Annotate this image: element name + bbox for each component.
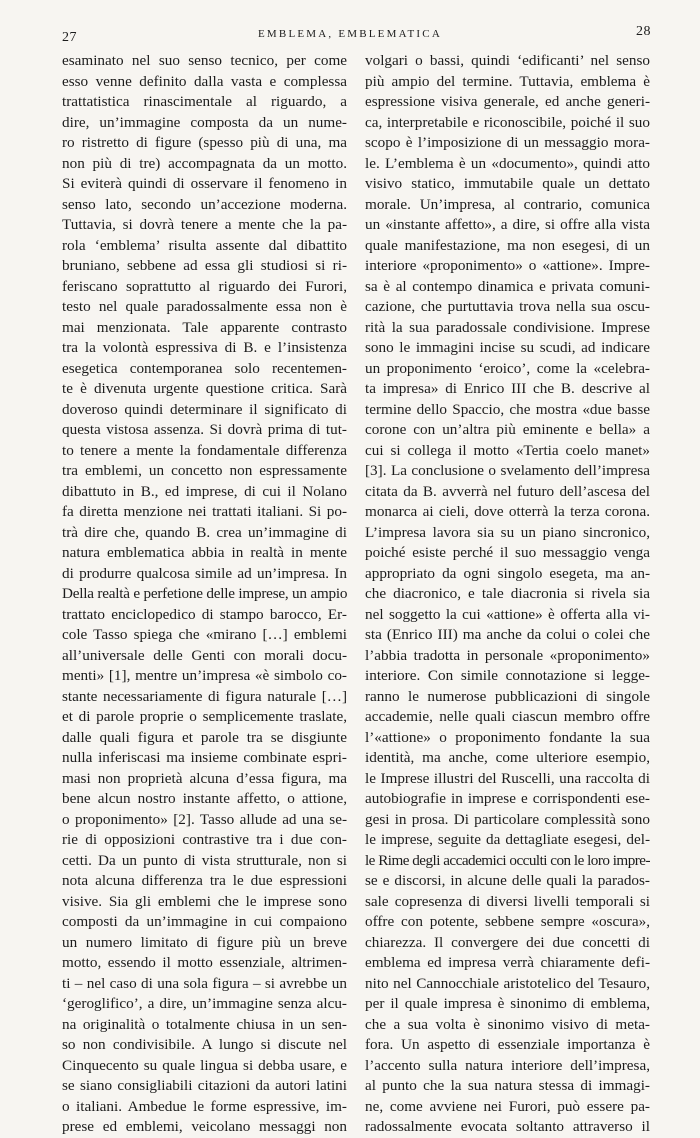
text-line: l’accento sulla natura interiore dell’impresa,: [365, 1056, 650, 1074]
text-line: ti – nel caso di una sola figura – si avrebbe un: [62, 974, 347, 992]
text-line: fora. Un aspetto di essenziale importanza è: [365, 1036, 650, 1053]
text-line: l’«attione» o proponimento fondante la sua: [365, 728, 650, 746]
text-line: che diacronico, e tale diacronia si rivela sia: [365, 585, 650, 602]
text-line: testo nel quale paradossalmente essa non è: [62, 298, 347, 315]
text-line: interiore. Con simile connotazione si legge-: [365, 667, 650, 684]
text-line: le imprese, seguite da dettagliate esegesi, del-: [365, 831, 650, 848]
text-line: Della realtà e perfetione delle imprese, un ampio: [62, 585, 348, 602]
text-line: doveroso quindi determinare il significato di: [62, 400, 347, 418]
text-line: L’impresa lavora sia su un piano sincronico,: [365, 523, 650, 541]
text-line: espressione visiva generale, ed anche generi-: [365, 93, 650, 110]
text-line: trattato enciclopedico di stampo barocco, Er-: [62, 605, 347, 623]
text-line: le Imprese illustri del Ruscelli, una raccolta di: [365, 769, 650, 787]
text-line: esaminato nel suo senso tecnico, per come: [62, 52, 347, 69]
text-line: le. L’emblema è un «documento», quindi atto: [365, 154, 650, 172]
text-line: dibattuto in B., ed imprese, di cui il Nolano: [62, 482, 347, 500]
text-line: al punto che la sua natura stessa di immagi-: [365, 1077, 650, 1094]
text-line: mai menzionata. Tale apparente contrasto: [62, 318, 347, 336]
left-page-number: 27: [62, 30, 77, 45]
text-line: poiché esiste perché il suo messaggio venga: [365, 544, 650, 561]
text-line: nulla inferiscasi ma insieme combinate espri-: [62, 749, 347, 766]
text-line: nito nel Cannocchiale aristotelico del Tesauro,: [365, 974, 650, 992]
text-line: fa diretta menzione nei trattati italiani. Si po-: [62, 503, 347, 520]
text-line: ta impresa» di Enrico III che B. descrive al: [365, 380, 650, 397]
text-line: esegetica contemporanea solo recentemen-: [62, 359, 347, 377]
text-line: senso lato, secondo un’accezione moderna.: [62, 195, 347, 213]
text-line: o italiani. Ambedue le forme espressive, im-: [62, 1097, 347, 1115]
text-line: tra la volontà espressiva di B. e l’insistenza: [62, 339, 347, 356]
text-line: ro ristretto di figure (spesso più di una, ma: [62, 134, 347, 151]
text-line: emblema ed impresa verrà chiaramente defi-: [365, 954, 650, 971]
text-line: Si eviterà quindi di osservare il fenomeno in: [62, 175, 347, 192]
text-line: bene alcun nostro instante affetto, o attione,: [62, 790, 347, 807]
text-line: Cinquecento su quale lingua si debba usare, e: [62, 1056, 347, 1074]
text-line: radossalmente evocata soltanto attraverso il: [365, 1118, 650, 1135]
text-line: dalle quali figura et parole tra se disgiunte: [62, 728, 347, 746]
text-line: dire, un’immagine composta da un nume-: [62, 113, 347, 131]
text-line: sono le immagini incise su scudi, ad indicare: [365, 339, 650, 356]
text-line: più ampio del termine. Tuttavia, emblema è: [365, 72, 650, 90]
text-line: di produrre qualcosa simile ad un’impresa. In: [62, 564, 347, 582]
text-line: cui si collega il motto «Tertia coelo manet»: [365, 441, 650, 459]
text-line: ranno le numerose pubblicazioni di singole: [365, 687, 650, 705]
text-line: bruniano, sebbene ad essa gli studiosi si ri-: [62, 257, 347, 274]
text-line: all’universale delle Genti con morali docu-: [62, 646, 347, 664]
text-line: so non condivisibile. A lungo si discute nel: [62, 1036, 347, 1053]
text-line: stante necessariamente di figura naturale […]: [62, 687, 347, 705]
text-line: trattatistica rinascimentale al riguardo, a: [62, 93, 347, 110]
text-line: nota alcuna differenza tra le due espressioni: [62, 872, 347, 889]
text-line: termine dello Spaccio, che mostra «due basse: [365, 400, 650, 418]
text-line: cole Tasso spiega che «mirano […] emblemi: [62, 626, 347, 643]
text-line: visive. Sia gli emblemi che le imprese sono: [62, 892, 347, 910]
text-line: Tuttavia, si dovrà tenere a mente che la pa-: [62, 216, 347, 233]
text-line: ‘geroglifico’, a dire, un’immagine senza alcu-: [62, 995, 347, 1012]
text-line: volgari o bassi, quindi ‘edificanti’ nel senso: [365, 52, 650, 69]
text-line: questa vistosa assenza. Si dovrà prima di tut-: [62, 421, 347, 438]
text-line: te è divenuta urgente questione critica. Sarà: [62, 380, 347, 397]
right-text-column: [365, 51, 650, 1138]
running-header: [0, 26, 700, 50]
text-line: autobiografie in imprese e corrispondenti ese-: [365, 790, 650, 807]
text-line: quale manifestazione, ma non esegesi, di un: [365, 236, 650, 254]
text-line: tra emblemi, un concetto non espressamente: [62, 462, 347, 479]
text-line: sa è al contempo dinamica e privata comuni-: [365, 277, 650, 295]
text-line: interiore «proponimento» o «attione». Impre-: [365, 257, 650, 274]
text-line: natura emblematica abbia in realtà in mente: [62, 544, 347, 561]
text-line: ca, interpretabile e riconoscibile, poiché il suo: [365, 113, 650, 131]
text-line: chiarezza. Il convergere dei due concetti di: [365, 933, 650, 951]
text-line: sta (Enrico III) ma anche da colui o colei che: [365, 626, 650, 643]
text-line: cetti. Da un punto di vista strutturale, non si: [62, 851, 347, 869]
text-line: se e discorsi, in alcune delle quali la parados-: [365, 872, 650, 889]
left-text-column: [62, 51, 347, 1138]
text-line: trà dire che, quando B. crea un’immagine di: [62, 523, 347, 541]
text-line: gesi in prosa. Di particolare complessità sono: [365, 810, 650, 828]
text-line: un proponimento ‘eroico’, come la «celebra-: [365, 359, 650, 377]
text-line: le Rime degli accademici occulti con le loro impre-: [365, 851, 650, 869]
text-line: esso venne definito dalla vasta e complessa: [62, 72, 347, 90]
text-line: identità, ma anche, come ulteriore esempio,: [365, 749, 650, 766]
text-line: sale copresenza di diversi livelli temporali si: [365, 892, 650, 910]
text-line: motto, essendo il motto essenziale, altrimen-: [62, 954, 347, 971]
text-line: un numero limitato di figure più un breve: [62, 933, 347, 951]
text-line: [3]. La conclusione o svelamento dell’impresa: [365, 462, 650, 479]
text-line: monarca ai cieli, dove otterrà la terza corona.: [365, 503, 650, 520]
text-line: menti» [1], mentre un’impresa «è simbolo co-: [62, 667, 347, 684]
text-line: o proponimento» [2]. Tasso allude ad una se-: [62, 810, 347, 828]
text-line: scopo è l’imposizione di un messaggio mora-: [365, 134, 650, 151]
text-line: rità la sua paradossale condivisione. Imprese: [365, 318, 650, 336]
text-line: citata da B. avverrà nel futuro dell’ascesa del: [365, 482, 650, 500]
text-line: feriscano soprattutto al riguardo dei Furori,: [62, 277, 347, 295]
text-line: prese ed emblemi, veicolano messaggi non: [62, 1118, 347, 1135]
text-line: et di parole proprie o semplicemente traslate,: [62, 708, 347, 725]
running-title: EMBLEMA, EMBLEMATICA: [258, 28, 442, 40]
text-line: visivo statico, immutabile quale un dettato: [365, 175, 650, 192]
text-line: ne, come avviene nei Furori, può essere pa-: [365, 1097, 650, 1115]
text-line: per il quale impresa è sinonimo di emblema,: [365, 995, 650, 1012]
text-line: masi non proprietà alcuna d’essa figura, ma: [62, 769, 347, 787]
text-line: appropriato da ogni singolo esegeta, ma an-: [365, 564, 650, 582]
text-line: morale. Un’impresa, al contrario, comunica: [365, 195, 650, 213]
text-line: un «instante affetto», a dire, si offre alla vista: [365, 216, 650, 233]
text-line: na originalità o totalmente chiusa in un sen-: [62, 1015, 347, 1033]
right-page-number: 28: [636, 24, 651, 39]
text-line: accademie, nelle quali ciascun membro offre: [365, 708, 650, 725]
text-line: che a sua volta è sinonimo visivo di meta-: [365, 1015, 650, 1033]
text-line: non più di tre) accompagnata da un motto.: [62, 154, 347, 172]
text-line: composti da un’immagine in cui compaiono: [62, 913, 347, 930]
text-line: se siano consigliabili citazioni da autori latini: [62, 1077, 347, 1094]
text-line: nel soggetto la cui «attione» è offerta alla vi-: [365, 605, 650, 623]
text-line: offre con potente, sebbene sempre «oscura»,: [365, 913, 650, 930]
text-line: cazione, che purtuttavia trova nella sua oscu-: [365, 298, 650, 315]
text-line: to tenere a mente la fondamentale differenza: [62, 441, 347, 459]
text-line: rola ‘emblema’ risulta assente dal dibattito: [62, 236, 347, 254]
text-line: corone con un’altra più eminente e bella» a: [365, 421, 650, 438]
text-line: rie di opposizioni contrastive tra i due con-: [62, 831, 347, 848]
text-line: l’abbia tradotta in personale «proponimento»: [365, 646, 650, 664]
